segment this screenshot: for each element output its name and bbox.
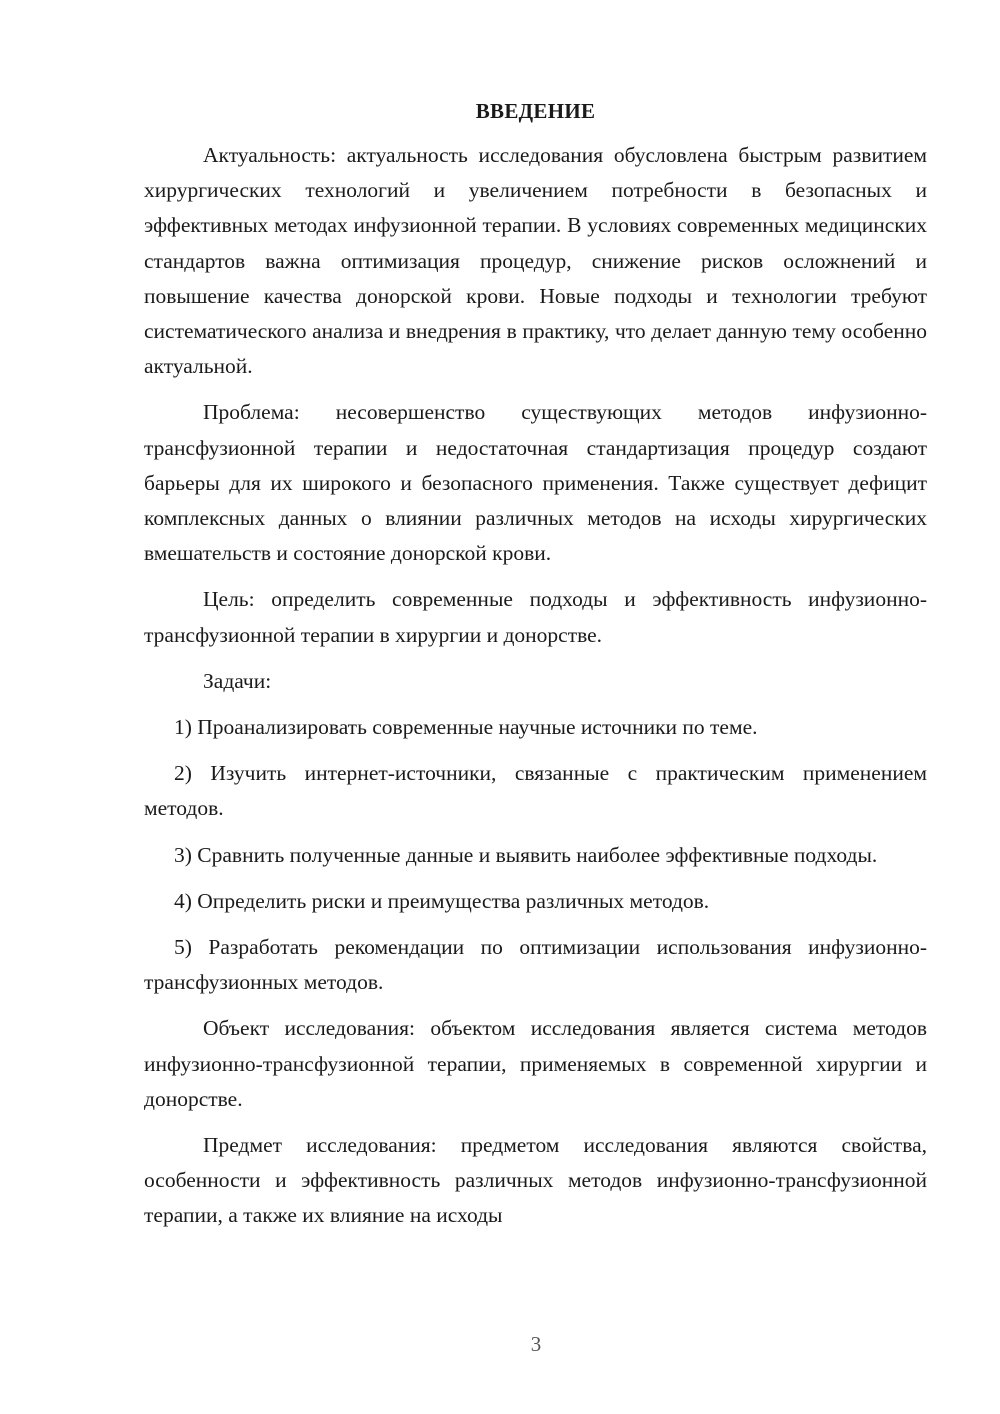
- task-item-5: 5) Разработать рекомендации по оптимизации использования инфузионно-трансфузионных методов.: [144, 935, 927, 995]
- subject-paragraph: Предмет исследования: предметом исследования являются свойства, особенности и эффективность различных методов инфузионно-трансфузионной терапии, а также их влияние на исходы: [144, 1133, 927, 1228]
- object-paragraph: Объект исследования: объектом исследования является система методов инфузионно-трансфузионной терапии, применяемых в современной хирургии и донорстве.: [144, 1016, 927, 1111]
- task-item-4: 4) Определить риски и преимущества различных методов.: [174, 888, 710, 913]
- task-item-1: 1) Проанализировать современные научные источники по теме.: [174, 715, 758, 740]
- problem-paragraph: Проблема: несовершенство существующих методов инфузионно-трансфузионной терапии и недостаточная стандартизация процедур создают барьеры для их широкого и безопасного применения. Также существует дефицит комплексных данных о влиянии различных методов на исходы хирургических вмешательств и состояние донорской крови.: [144, 400, 927, 566]
- task-item-2: 2) Изучить интернет-источники, связанные с практическим применением методов.: [144, 761, 927, 821]
- task-item-3: 3) Сравнить полученные данные и выявить наиболее эффективные подходы.: [174, 842, 878, 867]
- page-number: 3: [530, 1332, 542, 1356]
- goal-paragraph: Цель: определить современные подходы и эффективность инфузионно-трансфузионной терапии в хирургии и донорстве.: [144, 587, 927, 647]
- tasks-label: Задачи:: [203, 668, 272, 693]
- document-body: [144, 96, 927, 1245]
- relevance-paragraph: Актуальность: актуальность исследования обусловлена быстрым развитием хирургических технологий и увеличением потребности в безопасных и эффективных методах инфузионной терапии. В условиях современных медицинских стандартов важна оптимизация процедур, снижение рисков осложнений и повышение качества донорской крови. Новые подходы и технологии требуют систематического анализа и внедрения в практику, что делает данную тему особенно актуальной.: [144, 143, 927, 379]
- section-heading: ВВЕДЕНИЕ: [475, 99, 596, 123]
